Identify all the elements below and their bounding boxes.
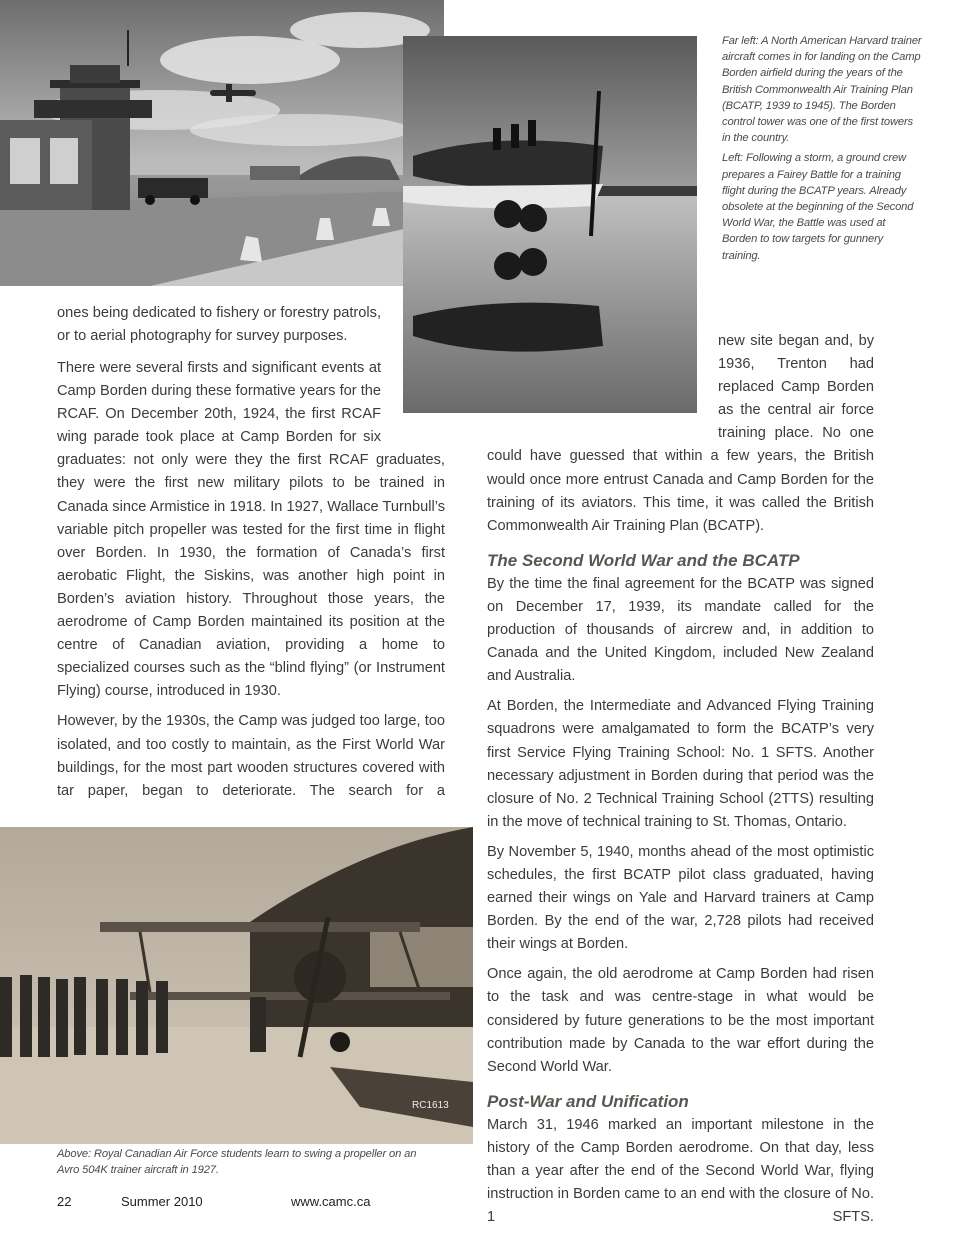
paragraph-march-1946: March 31, 1946 marked an important milestone in the history of the Camp Borden aerodrome. On that day, less than a year after the end of the Second World War, flying instruction in Borden came to an end with the closure of No. 1 SFTS. [487, 1116, 874, 1226]
float-spacer-photo [381, 357, 445, 449]
website-link[interactable]: www.camc.ca [291, 1194, 371, 1209]
control-tower-photo [0, 0, 444, 286]
bottom-caption: Above: Royal Canadian Air Force students learn to swing a propeller on an Avro 504K trainer aircraft in 1927. [57, 1148, 417, 1177]
paragraph-new-site: new site began and, by 1936, Trenton had replaced Camp Borden as the central air force training place. No one could have guessed that within a few years, the British would once more entrust Canada and Camp Borden for the training of its aviators. This time, it was called the British Commonwealth Air Training Plan (BCATP). [487, 333, 874, 534]
right-column [487, 330, 874, 1236]
paragraph-once-again: Once again, the old aerodrome at Camp Borden had risen to the task and was centre-stage in what would be considered by future generations to be the most important contribution made by Canada to the war effort during the Second World War. [487, 966, 874, 1075]
top-caption-harvard: Far left: A North American Harvard trainer aircraft comes in for landing on the Camp Borden airfield during the years of the British Commonwealth Air Training Plan (BCATP, 1939 to 1945). The Borden control tower was one of the first towers in the country. [722, 35, 922, 145]
paragraph-too-large: However, by the 1930s, the Camp was judged too large, too isolated, and too costly to maintain, as the First World War buildings, for the most part wooden structures covered with tar paper, began to deteriorate. The search for a [57, 713, 445, 799]
heading-post-war: Post-War and Unification [487, 1091, 689, 1111]
heading-second-world-war: The Second World War and the BCATP [487, 550, 800, 570]
float-spacer-right [487, 330, 718, 445]
left-column-top [57, 302, 381, 358]
top-caption [722, 33, 922, 268]
left-column-firsts [57, 357, 445, 810]
page-number: 22 [57, 1194, 72, 1209]
paragraph-amalgamated: At Borden, the Intermediate and Advanced Flying Training squadrons were amalgamated to form the BCATP’s very first Service Flying Training School: No. 1 SFTS. Another necessary adjustment in Borden during that period was the closure of No. 2 Technical Training School (2TTS) resulting in the move of technical training to St. Thomas, Ontario. [487, 698, 874, 830]
paragraph-first-class: By November 5, 1940, months ahead of the most optimistic schedules, the first BCATP pilot class graduated, having earned their wings on Yale and Harvard trainers at Camp Borden. By the end of the war, 2,728 pilots had received their wings at Borden. [487, 843, 874, 953]
issue-label: Summer 2010 [121, 1194, 203, 1209]
aircraft-serial: RC1613 [412, 1100, 449, 1111]
paragraph-agreement: By the time the final agreement for the BCATP was signed on December 17, 1939, its mandate called for the production of thousands of aircrew and, in addition to Canada and the United Kingdom, included New Zealand and Australia. [487, 575, 874, 685]
avro-504k-photo [0, 827, 473, 1144]
top-caption-fairey: Left: Following a storm, a ground crew prepares a Fairey Battle for a training flight during the BCATP years. Already obsolete at the beginning of the Second World War, the Battle was used at Borden to tow targets for gunnery training. [722, 152, 914, 262]
paragraph-patrols: ones being dedicated to fishery or forestry patrols, or to aerial photography for survey purposes. [57, 305, 381, 345]
paragraph-firsts: There were several firsts and significant events at Camp Borden during these formative years for the RCAF. On December 20th, 1924, the first RCAF wing parade took place at Camp Borden for six graduates: not only were they the first RCAF graduates, they were the first new military pilots to be trained in Canada since Armistice in 1918. In 1927, Wallace Turnbull’s variable pitch propeller was tested for the first time in flight over Borden. In 1930, the formation of Canada’s first aerobatic Flight, the Siskins, was another high point in Borden’s aviation history. Throughout those years, the aerodrome of Camp Borden maintained its position at the centre of Canadian aviation, providing a home to specialized courses such as the “blind flying” (or Instrument Flying) course, introduced in 1930. [57, 360, 445, 700]
